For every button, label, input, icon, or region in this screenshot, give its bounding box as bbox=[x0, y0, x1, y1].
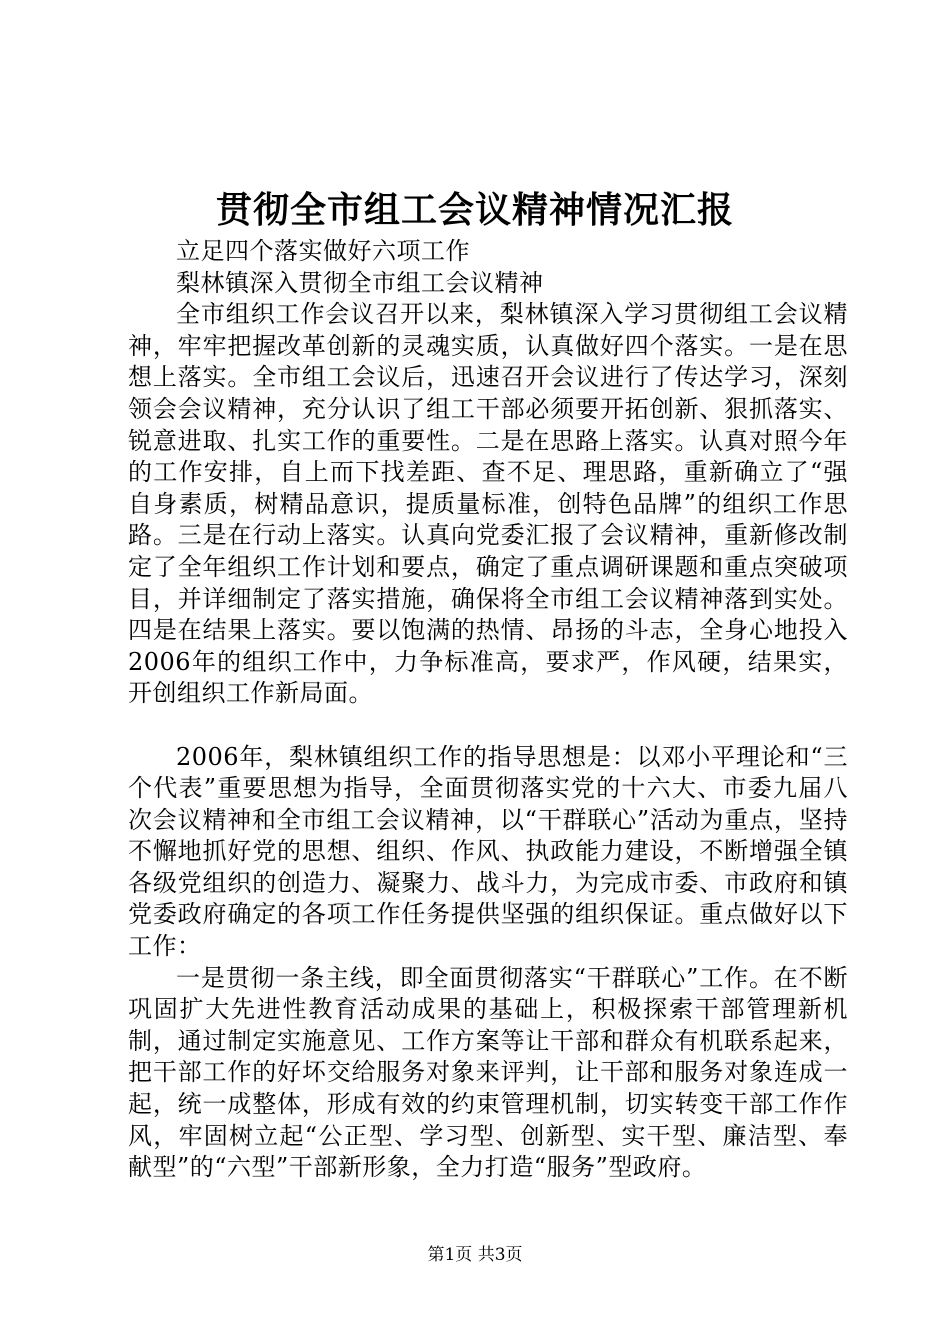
paragraph-main-line: 一是贯彻一条主线，即全面贯彻落实“干群联心”工作。在不断巩固扩大先进性教育活动成果的基础上，积极探索干部管理新机制，通过制定实施意见、工作方案等让干部和群众有机联系起来，把干部工作的好坏交给服务对象来评判，让干部和服务对象连成一起，统一成整体，形成有效的约束管理机制，切实转变干部工作作风，牢固树立起“公正型、学习型、创新型、实干型、廉洁型、奉献型”的“六型”干部新形象，全力打造“服务”型政府。 bbox=[128, 963, 848, 1182]
document-title: 贯彻全市组工会议精神情况汇报 bbox=[215, 189, 734, 231]
paragraph-four-implementations: 全市组织工作会议召开以来，梨林镇深入学习贯彻组工会议精神，牢牢把握改革创新的灵魂实质，认真做好四个落实。一是在思想上落实。全市组工会议后，迅速召开会议进行了传达学习，深刻领会会议精神，充分认识了组工干部必须要开拓创新、狠抓落实、锐意进取、扎实工作的重要性。二是在思路上落实。认真对照今年的工作安排，自上而下找差距、查不足、理思路，重新确立了“强自身素质，树精品意识，提质量标准，创特色品牌”的组织工作思路。三是在行动上落实。认真向党委汇报了会议精神，重新修改制定了全年组织工作计划和要点，确定了重点调研课题和重点突破项目，并详细制定了落实措施，确保将全市组工会议精神落到实处。四是在结果上落实。要以饱满的热情、昂扬的斗志，全身心地投入2006年的组织工作中，力争标准高，要求严，作风硬，结果实，开创组织工作新局面。 bbox=[128, 300, 848, 708]
page-number-footer: 第1页 共3页 bbox=[427, 1245, 523, 1265]
document-body bbox=[128, 236, 848, 1184]
subtitle-line-1: 立足四个落实做好六项工作 bbox=[176, 237, 470, 265]
subtitle-line-2: 梨林镇深入贯彻全市组工会议精神 bbox=[176, 268, 544, 297]
paragraph-guiding-thought: 2006年，梨林镇组织工作的指导思想是：以邓小平理论和“三个代表”重要思想为指导，全面贯彻落实党的十六大、市委九届八次会议精神和全市组工会议精神，以“干群联心”活动为重点，坚持不懈地抓好党的思想、组织、作风、执政能力建设，不断增强全镇各级党组织的创造力、凝聚力、战斗力，为完成市委、市政府和镇党委政府确定的各项工作任务提供坚强的组织保证。重点做好以下工作： bbox=[128, 742, 848, 961]
